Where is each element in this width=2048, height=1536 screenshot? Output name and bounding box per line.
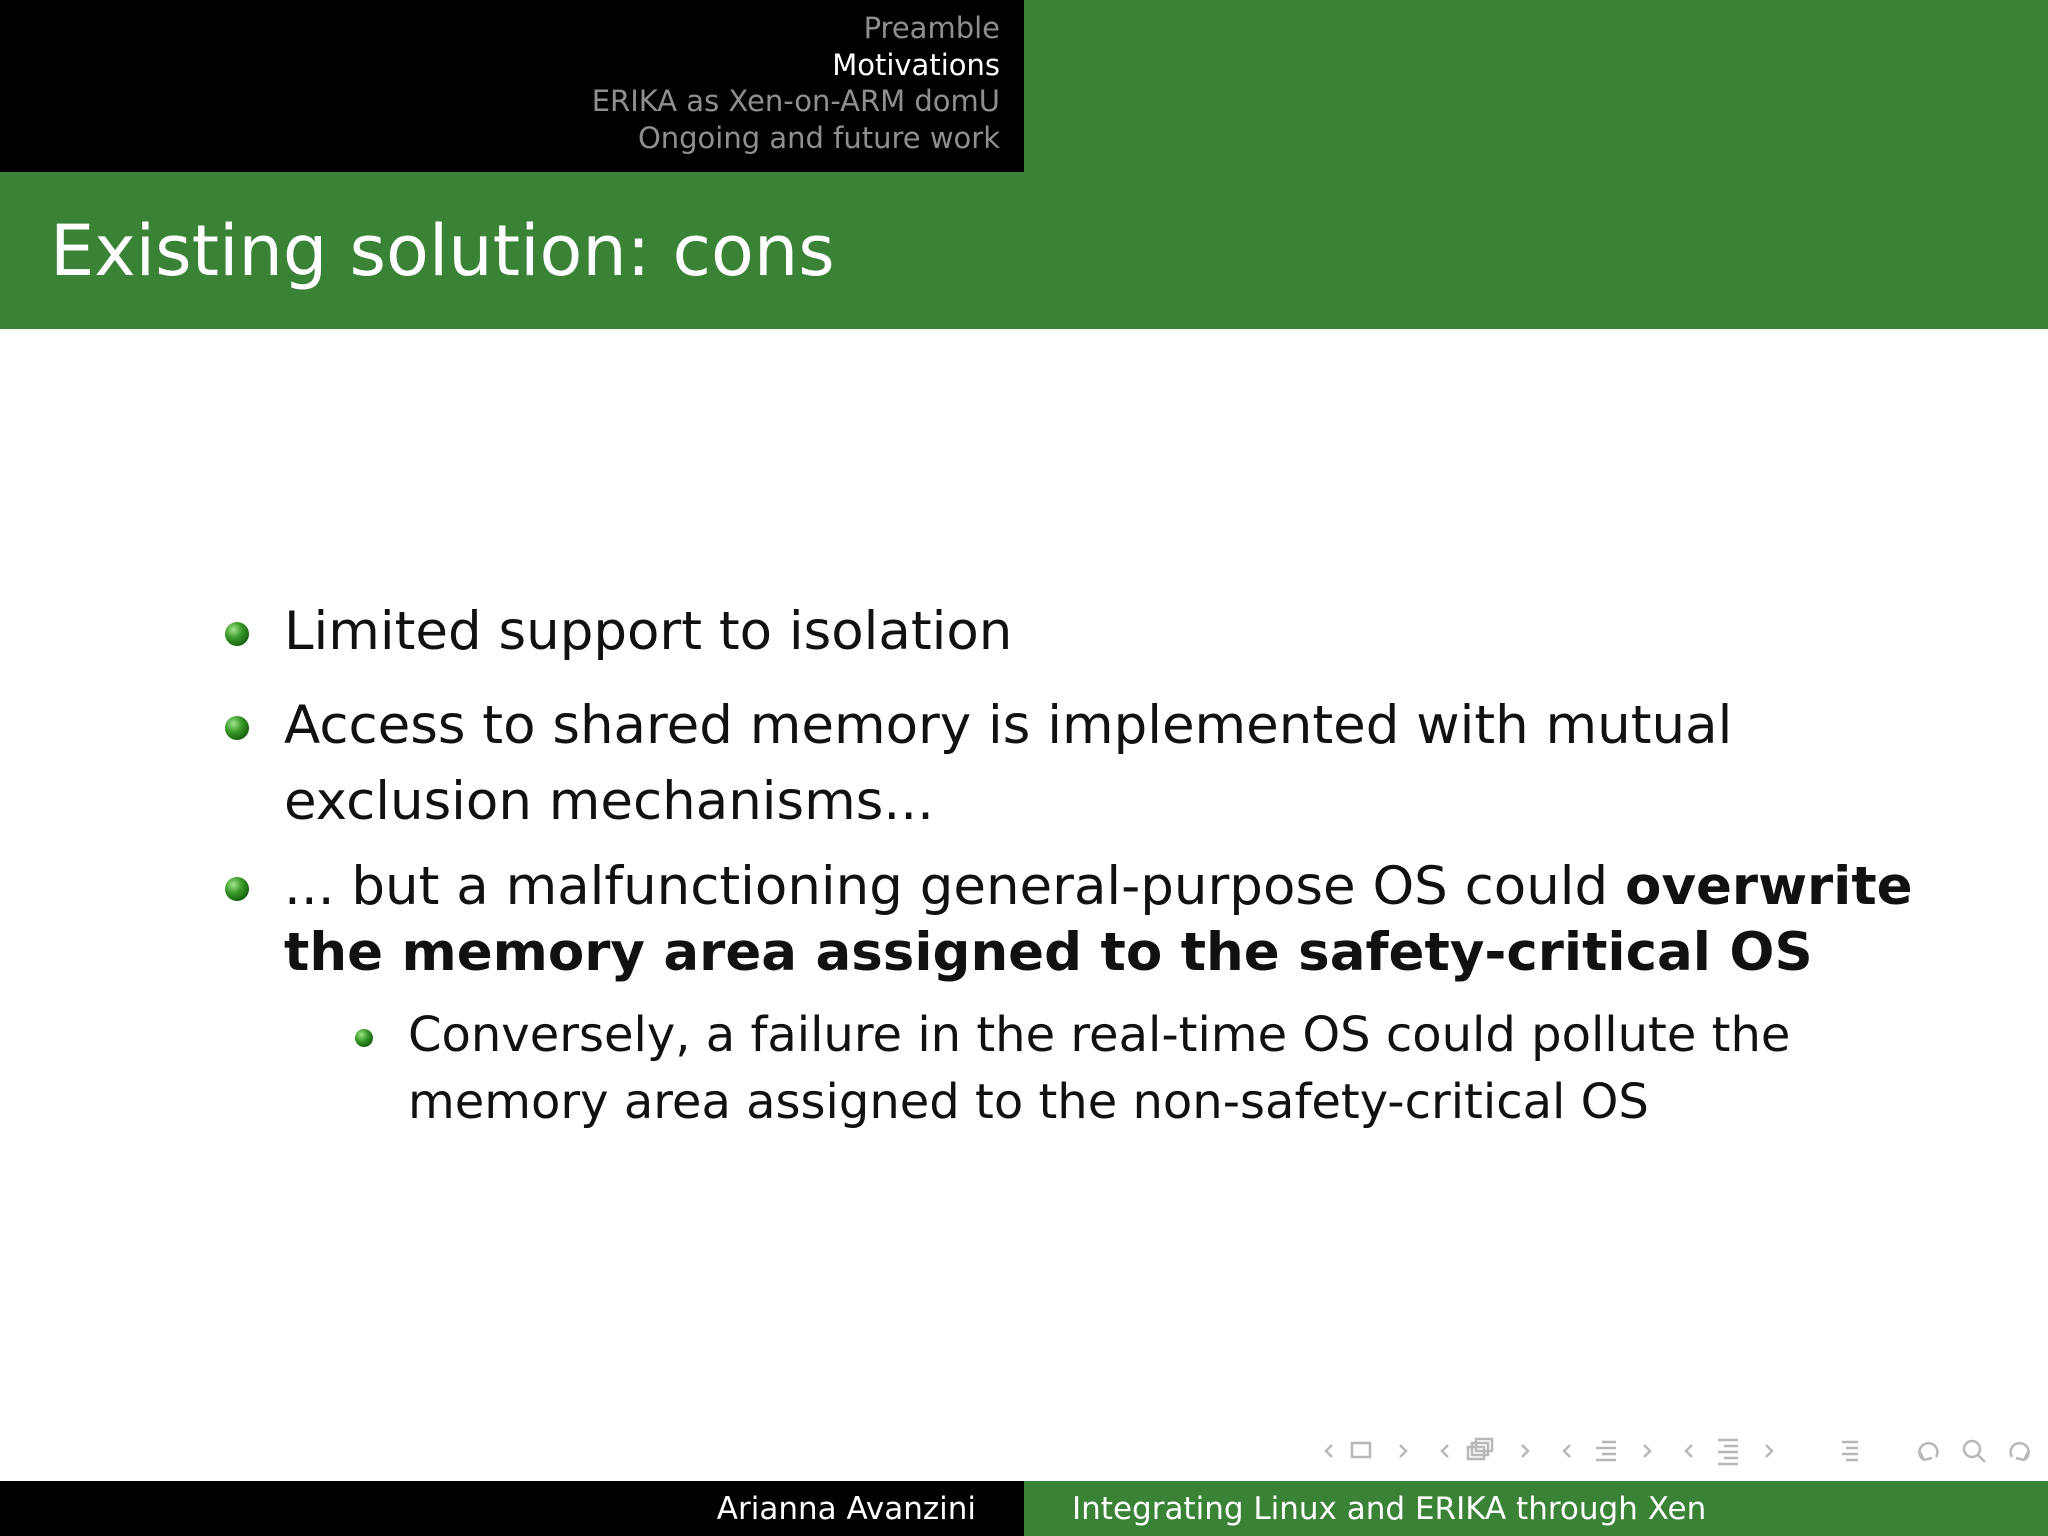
list-item [284, 594, 1904, 670]
emphasis-text: overwrite [1625, 856, 1913, 917]
list-item-text-line: exclusion mechanisms... [284, 771, 934, 832]
nav-frame-next-icon[interactable] [1400, 1445, 1406, 1457]
bullet-icon [225, 622, 249, 646]
list-item-text-line: Access to shared memory is implemented with mutual [284, 695, 1733, 756]
nav-section-prev-icon[interactable] [1564, 1445, 1570, 1457]
sub-list-item-text-line: Conversely, a failure in the real-time OS could pollute the [408, 1007, 1791, 1063]
sub-list-item-text-line: memory area assigned to the non-safety-critical OS [408, 1074, 1649, 1130]
sub-list-item-continuation [408, 1069, 1888, 1136]
nav-subsection-icon[interactable] [1468, 1439, 1492, 1459]
list-item-continuation [284, 915, 1904, 991]
emphasis-text: the memory area assigned to the safety-critical OS [284, 922, 1813, 983]
nav-forward-icon[interactable] [2011, 1443, 2029, 1460]
nav-section-icon[interactable] [1596, 1442, 1616, 1460]
nav-frame-prev-icon[interactable] [1326, 1445, 1332, 1457]
footer-title-panel [1024, 1481, 2048, 1536]
bullet-icon [225, 716, 249, 740]
nav-doc-next-icon[interactable] [1766, 1445, 1772, 1457]
section-link-future-work[interactable]: Ongoing and future work [637, 120, 1000, 155]
header-green-panel [1024, 0, 2048, 172]
section-navigation-bar [0, 0, 1024, 172]
section-navigation-list [592, 10, 1000, 156]
bullet-icon [225, 877, 249, 901]
nav-frame-icon[interactable] [1352, 1443, 1370, 1457]
list-item [284, 688, 1904, 764]
list-item-continuation [284, 764, 1904, 840]
nav-toc-icon[interactable] [1842, 1442, 1858, 1460]
section-link-preamble[interactable]: Preamble [863, 11, 1000, 45]
section-link-motivations[interactable]: Motivations [832, 47, 1000, 82]
footer-author: Arianna Avanzini [716, 1490, 976, 1527]
nav-back-icon[interactable] [1919, 1443, 1937, 1460]
footer-presentation-title: Integrating Linux and ERIKA through Xen [1072, 1490, 1707, 1527]
list-item [284, 849, 1913, 925]
nav-search-icon[interactable] [1964, 1441, 1985, 1462]
list-item-text: Limited support to isolation [284, 601, 1013, 662]
nav-subsection-next-icon[interactable] [1522, 1445, 1528, 1457]
nav-doc-prev-icon[interactable] [1686, 1445, 1692, 1457]
frame-title-bar [0, 172, 2048, 329]
nav-subsection-prev-icon[interactable] [1442, 1445, 1448, 1457]
footer-author-panel [0, 1481, 1024, 1536]
nav-section-next-icon[interactable] [1644, 1445, 1650, 1457]
navigation-symbols-svg [1312, 1432, 2048, 1472]
frame-title: Existing solution: cons [50, 209, 835, 292]
list-item-text: ... but a malfunctioning general-purpose OS could [284, 856, 1626, 917]
section-link-erika-xen[interactable]: ERIKA as Xen-on-ARM domU [591, 84, 1000, 118]
sub-list-item [408, 1002, 1888, 1069]
sub-bullet-icon [355, 1029, 373, 1047]
nav-doc-icon[interactable] [1718, 1440, 1738, 1464]
